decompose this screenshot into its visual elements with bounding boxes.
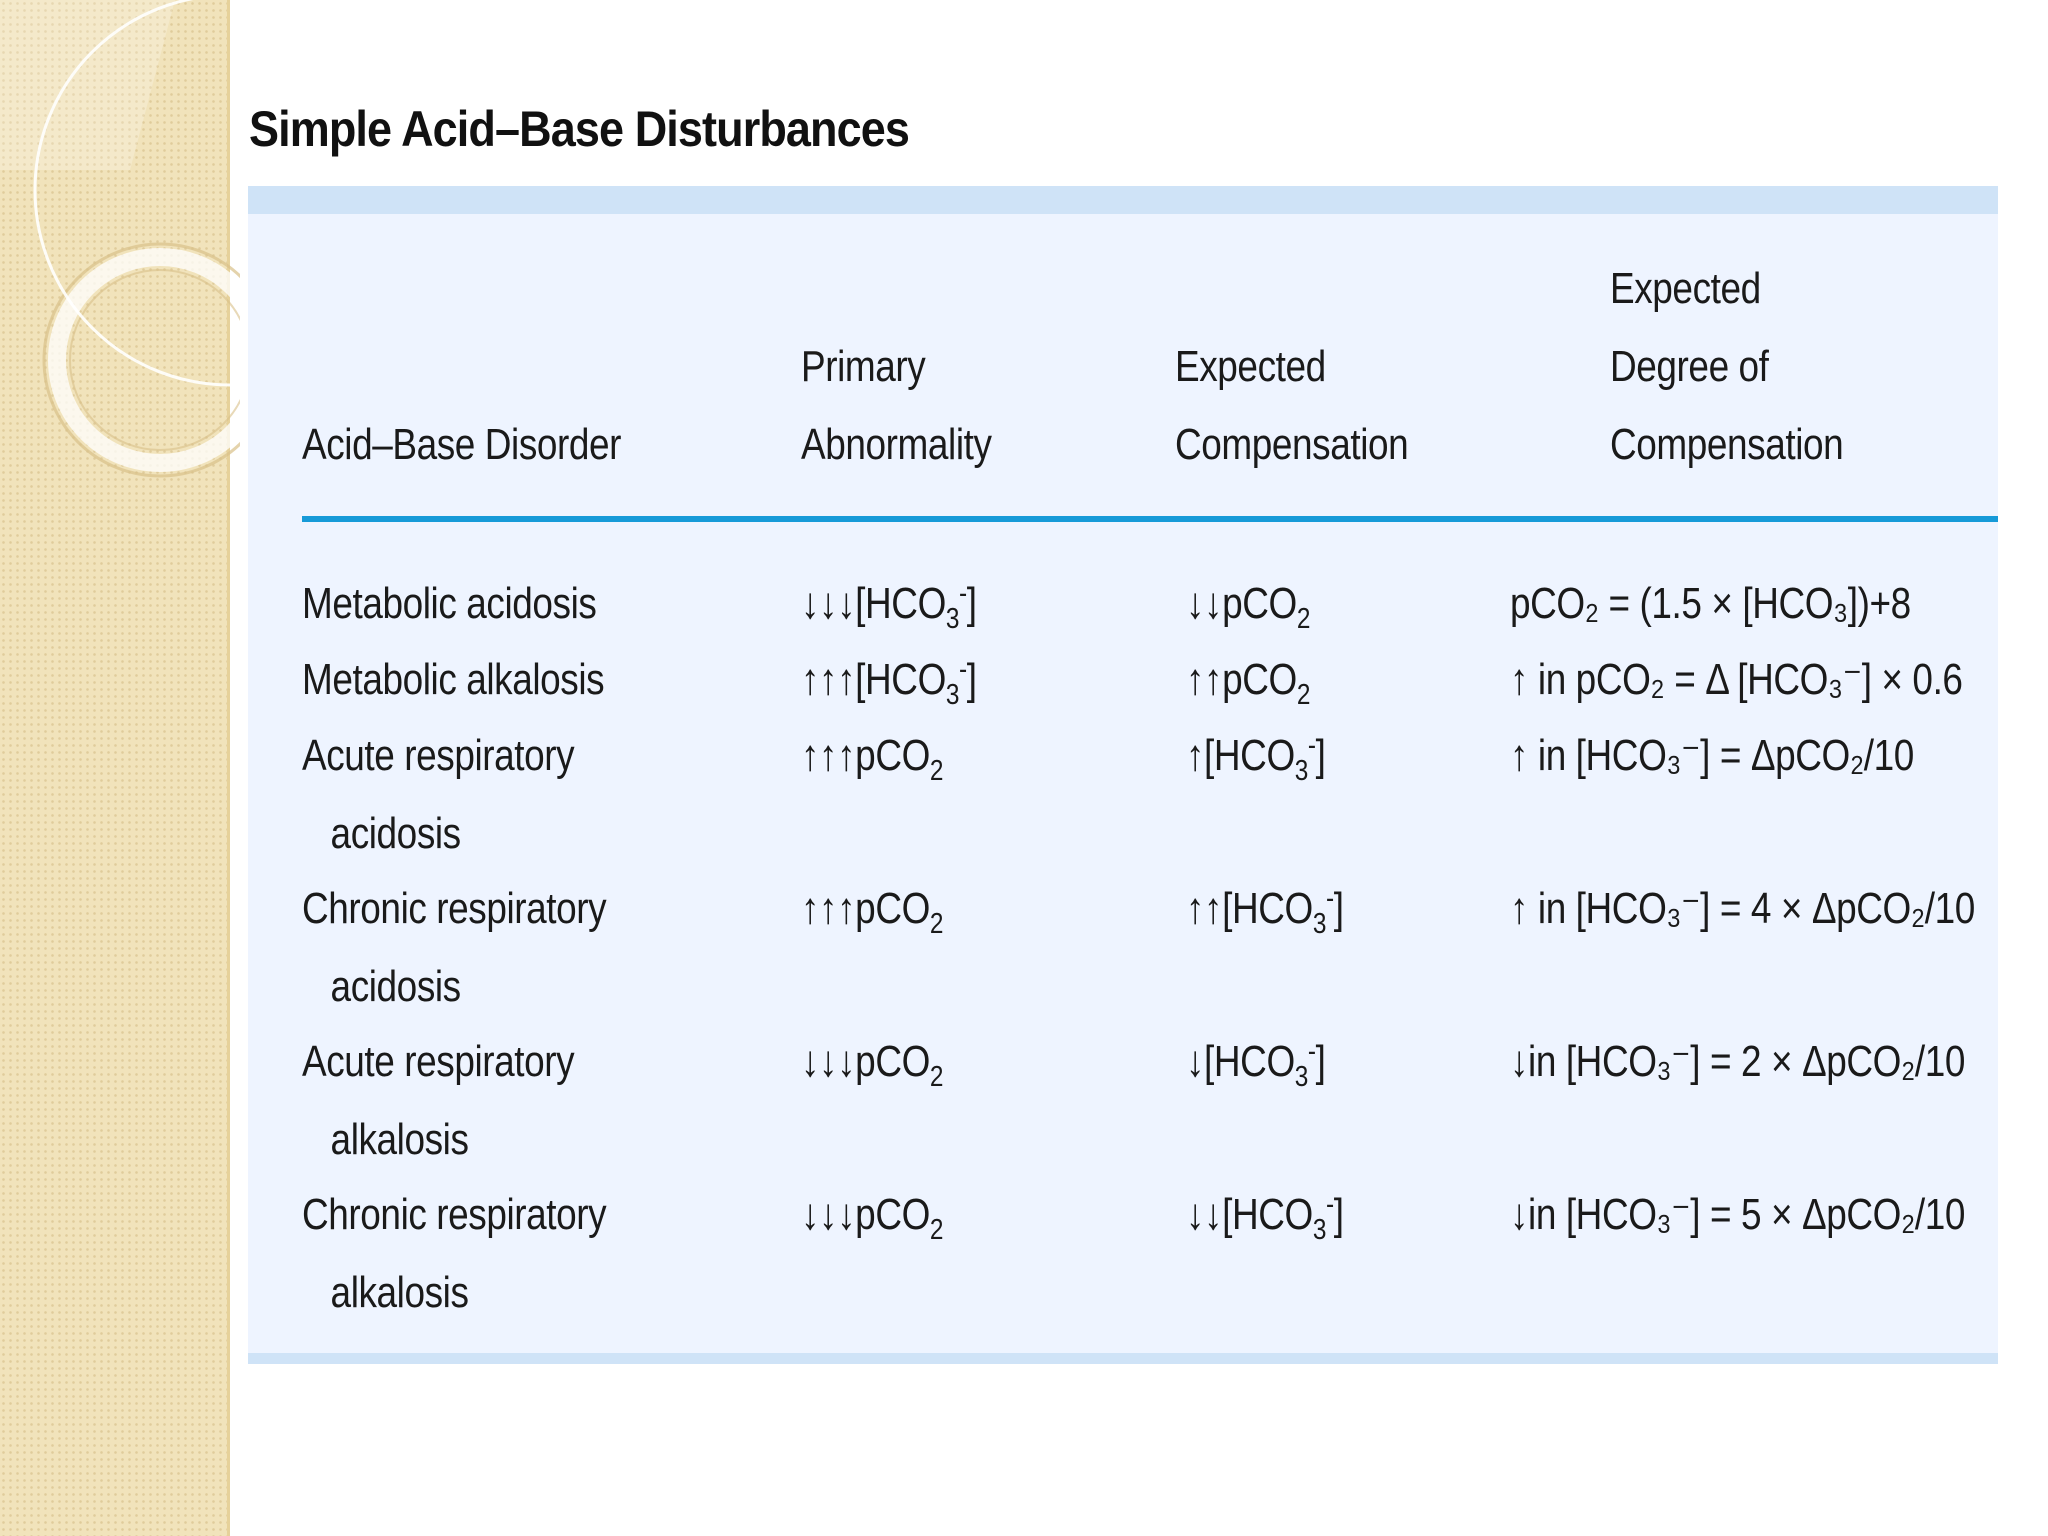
primary-abnormality-text: ↑↑↑[HCO: [801, 655, 946, 704]
expected-compensation-subscript: 2: [1296, 678, 1311, 711]
expected-compensation-text: ↑↑[HCO: [1186, 884, 1313, 933]
table-top-band: [248, 186, 1998, 214]
header-compensation-line: Compensation: [1175, 420, 1409, 469]
expected-compensation-text: ↑↑pCO: [1186, 655, 1297, 704]
header-compensation: [1175, 328, 1408, 484]
primary-abnormality-text: ]: [966, 655, 977, 704]
expected-compensation-subscript: 3: [1312, 907, 1326, 940]
page-title: Simple Acid–Base Disturbances: [249, 101, 910, 157]
cell-degree-of-compensation: ↑ in pCO₂ = Δ [HCO₃⁻] × 0.6: [1510, 655, 1963, 704]
table-bottom-band: [248, 1353, 1998, 1364]
cell-disorder: [302, 1023, 574, 1179]
cell-degree-of-compensation: ↑ in [HCO₃⁻] = ΔpCO₂/10: [1510, 731, 1914, 780]
expected-compensation-superscript: -: [1307, 729, 1316, 762]
expected-compensation: [1186, 882, 1344, 940]
primary-abnormality-text: ↑↑↑pCO: [801, 731, 930, 780]
cell-expected-compensation: [1186, 717, 1325, 795]
primary-abnormality-text: ↓↓↓[HCO: [801, 579, 946, 628]
cell-expected-compensation: [1186, 870, 1344, 948]
cell-primary-abnormality: [801, 565, 977, 643]
disorder-line: Metabolic alkalosis: [302, 655, 605, 704]
cell-expected-compensation: [1186, 565, 1310, 643]
expected-compensation-text: ]: [1333, 1190, 1344, 1239]
header-primary: [801, 328, 992, 484]
expected-compensation: [1186, 1035, 1326, 1093]
expected-compensation-superscript: -: [1325, 1188, 1334, 1221]
cell-expected-compensation: [1186, 1023, 1325, 1101]
disorder-line: acidosis: [330, 962, 461, 1011]
primary-abnormality: [801, 1190, 944, 1246]
header-primary-line: Abnormality: [801, 420, 992, 469]
header-primary-line: Primary: [801, 342, 926, 391]
cell-expected-compensation: [1186, 641, 1310, 719]
disorder-line: Metabolic acidosis: [302, 579, 597, 628]
header-disorder-line: Acid–Base Disorder: [302, 420, 622, 469]
primary-abnormality-subscript: 2: [929, 1213, 944, 1246]
header-degree-line: Degree of: [1610, 342, 1769, 391]
header-divider: [302, 516, 1998, 522]
cell-degree-of-compensation: ↓in [HCO₃⁻] = 5 × ΔpCO₂/10: [1510, 1190, 1966, 1239]
primary-abnormality: [801, 884, 944, 940]
disorder-line: Chronic respiratory: [302, 1190, 607, 1239]
primary-abnormality: [801, 1037, 944, 1093]
decorative-rings: [0, 0, 240, 520]
expected-compensation-subscript: 3: [1294, 754, 1308, 787]
header-degree-line: Compensation: [1610, 420, 1844, 469]
cell-primary-abnormality: [801, 641, 977, 719]
cell-degree-of-compensation: pCO₂ = (1.5 × [HCO₃])+8: [1510, 579, 1911, 628]
header-degree: [1610, 250, 1843, 484]
primary-abnormality-subscript: 2: [929, 907, 944, 940]
cell-primary-abnormality: [801, 717, 943, 795]
expected-compensation-subscript: 3: [1312, 1213, 1326, 1246]
expected-compensation-text: ↓↓pCO: [1186, 579, 1297, 628]
cell-expected-compensation: [1186, 1176, 1344, 1254]
header-compensation-line: Expected: [1175, 342, 1326, 391]
cell-primary-abnormality: [801, 1176, 943, 1254]
primary-abnormality: [801, 653, 977, 711]
disorder-line: acidosis: [330, 809, 461, 858]
cell-disorder: [302, 565, 596, 643]
primary-abnormality-subscript: 2: [929, 1060, 944, 1093]
cell-degree-of-compensation: ↓in [HCO₃⁻] = 2 × ΔpCO₂/10: [1510, 1037, 1966, 1086]
expected-compensation-text: ]: [1315, 731, 1326, 780]
expected-compensation-superscript: -: [1307, 1035, 1316, 1068]
primary-abnormality-text: ↑↑↑pCO: [801, 884, 930, 933]
primary-abnormality-text: ↓↓↓pCO: [801, 1190, 930, 1239]
expected-compensation: [1186, 1188, 1344, 1246]
cell-degree-of-compensation: ↑ in [HCO₃⁻] = 4 × ΔpCO₂/10: [1510, 884, 1975, 933]
header-degree-line: Expected: [1610, 264, 1761, 313]
expected-compensation: [1186, 655, 1311, 711]
cell-disorder: [302, 1176, 606, 1332]
primary-abnormality-text: ↓↓↓pCO: [801, 1037, 930, 1086]
expected-compensation-subscript: 3: [1294, 1060, 1308, 1093]
disorder-line: Acute respiratory: [302, 731, 575, 780]
disorder-line: Chronic respiratory: [302, 884, 607, 933]
cell-primary-abnormality: [801, 870, 943, 948]
expected-compensation: [1186, 729, 1326, 787]
expected-compensation-subscript: 2: [1296, 602, 1311, 635]
expected-compensation-text: ]: [1333, 884, 1344, 933]
primary-abnormality: [801, 731, 944, 787]
expected-compensation-text: ↓↓[HCO: [1186, 1190, 1313, 1239]
primary-abnormality-subscript: 3: [945, 602, 960, 635]
disorder-line: Acute respiratory: [302, 1037, 575, 1086]
cell-disorder: [302, 641, 604, 719]
expected-compensation-superscript: -: [1325, 882, 1334, 915]
disorder-line: alkalosis: [330, 1115, 469, 1164]
expected-compensation-text: ]: [1315, 1037, 1326, 1086]
cell-primary-abnormality: [801, 1023, 943, 1101]
primary-abnormality: [801, 577, 977, 635]
primary-abnormality-superscript: -: [959, 577, 967, 610]
primary-abnormality-text: ]: [966, 579, 977, 628]
cell-disorder: [302, 717, 574, 873]
header-disorder: [302, 406, 621, 484]
expected-compensation: [1186, 579, 1311, 635]
primary-abnormality-subscript: 2: [929, 754, 944, 787]
primary-abnormality-subscript: 3: [945, 678, 960, 711]
expected-compensation-text: ↑[HCO: [1186, 731, 1295, 780]
disorder-line: alkalosis: [330, 1268, 469, 1317]
primary-abnormality-superscript: -: [959, 653, 967, 686]
cell-disorder: [302, 870, 606, 1026]
expected-compensation-text: ↓[HCO: [1186, 1037, 1295, 1086]
